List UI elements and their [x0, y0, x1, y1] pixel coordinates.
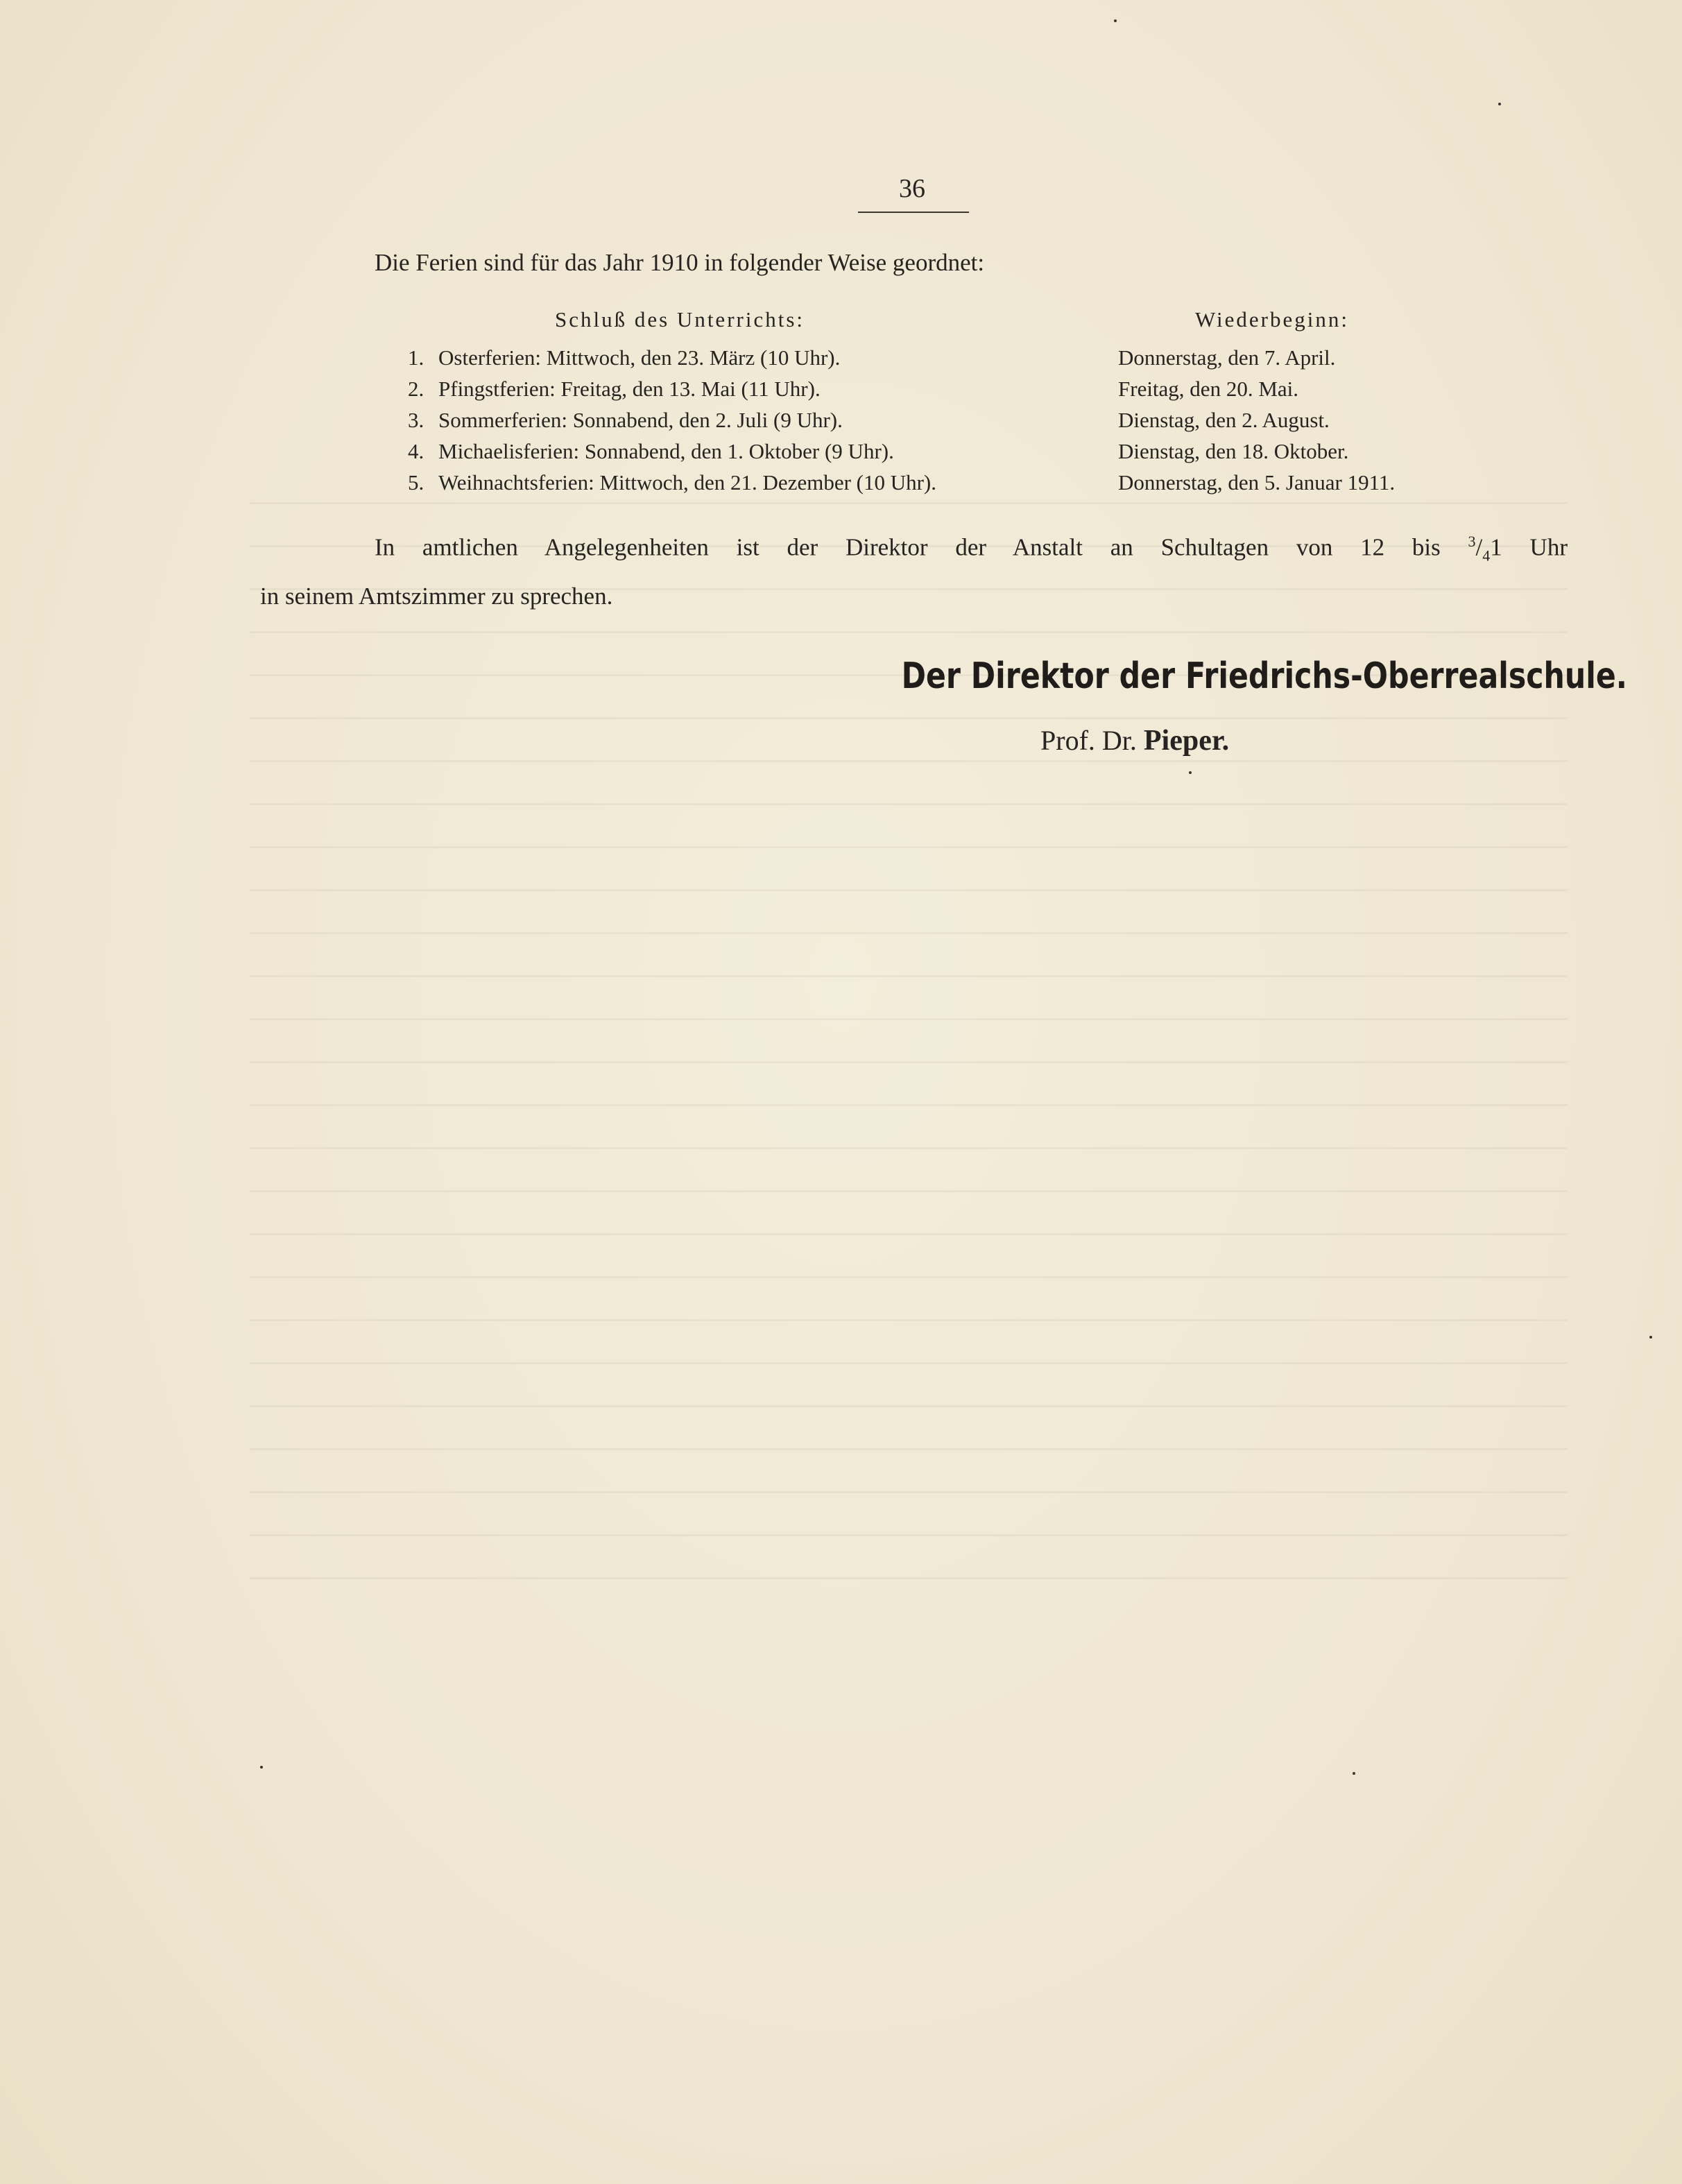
- holiday-number: 4.: [408, 439, 424, 463]
- office-hours-paragraph: [260, 522, 1568, 617]
- holiday-row: [408, 470, 1490, 501]
- signature-title: Der Direktor der Friedrichs-Oberrealschule.: [901, 655, 1627, 697]
- holiday-resume: Dienstag, den 18. Oktober.: [1118, 439, 1349, 463]
- ink-speck: [260, 1766, 263, 1769]
- signature-prefix: Prof. Dr.: [1040, 725, 1137, 756]
- fraction-denominator: 4: [1482, 547, 1491, 565]
- signature-name: [1040, 721, 1229, 760]
- holiday-resume: Dienstag, den 2. August.: [1118, 408, 1330, 432]
- holiday-close: Osterferien: Mittwoch, den 23. März (10 Uhr).: [438, 345, 841, 370]
- intro-sentence: Die Ferien sind für das Jahr 1910 in folgender Weise geordnet:: [375, 249, 985, 276]
- office-hours-line-1: In amtlichen Angelegenheiten ist der Direktor der Anstalt an Schultagen von 12 bis $^3/_41$ Uhr: [375, 533, 1568, 565]
- holiday-number: 2.: [408, 377, 424, 401]
- office-hours-line-2: in seinem Amtszimmer zu sprechen.: [260, 582, 613, 610]
- holiday-close: Weihnachtsferien: Mittwoch, den 21. Dezember (10 Uhr).: [438, 470, 937, 495]
- holiday-number: 1.: [408, 345, 424, 370]
- holiday-resume: Donnerstag, den 5. Januar 1911.: [1118, 470, 1396, 495]
- bleed-through-texture: [250, 479, 1627, 1588]
- holiday-number: 5.: [408, 470, 424, 495]
- ink-speck: [1649, 1336, 1652, 1339]
- holiday-row: [408, 345, 1490, 377]
- holiday-close: Pfingstferien: Freitag, den 13. Mai (11 Uhr).: [438, 377, 821, 401]
- fraction-numerator: 3: [1468, 533, 1476, 550]
- holiday-row: [408, 439, 1490, 470]
- holiday-number: 3.: [408, 408, 424, 432]
- holiday-close: Michaelisferien: Sonnabend, den 1. Oktober (9 Uhr).: [438, 439, 894, 463]
- office-hours-text: In amtlichen Angelegenheiten ist der Direktor der Anstalt an Schultagen von 12 bis: [375, 533, 1468, 561]
- ink-speck: [1498, 103, 1501, 105]
- holiday-row: [408, 377, 1490, 408]
- holiday-row: [408, 408, 1490, 439]
- ink-speck: [1114, 19, 1117, 22]
- office-hours-time: 1 Uhr: [1490, 533, 1568, 561]
- ink-speck: [1353, 1772, 1355, 1775]
- holiday-resume: Freitag, den 20. Mai.: [1118, 377, 1299, 401]
- resume-column-heading: Wiederbeginn:: [1195, 307, 1349, 332]
- ink-speck: [1189, 771, 1192, 774]
- holiday-close: Sommerferien: Sonnabend, den 2. Juli (9 Uhr).: [438, 408, 843, 432]
- holiday-list: [408, 345, 1490, 501]
- holiday-resume: Donnerstag, den 7. April.: [1118, 345, 1336, 370]
- close-column-heading: Schluß des Unterrichts:: [555, 307, 805, 332]
- signature-surname: Pieper.: [1143, 725, 1230, 757]
- page-number-rule: [858, 212, 969, 213]
- page-number: 36: [899, 174, 925, 203]
